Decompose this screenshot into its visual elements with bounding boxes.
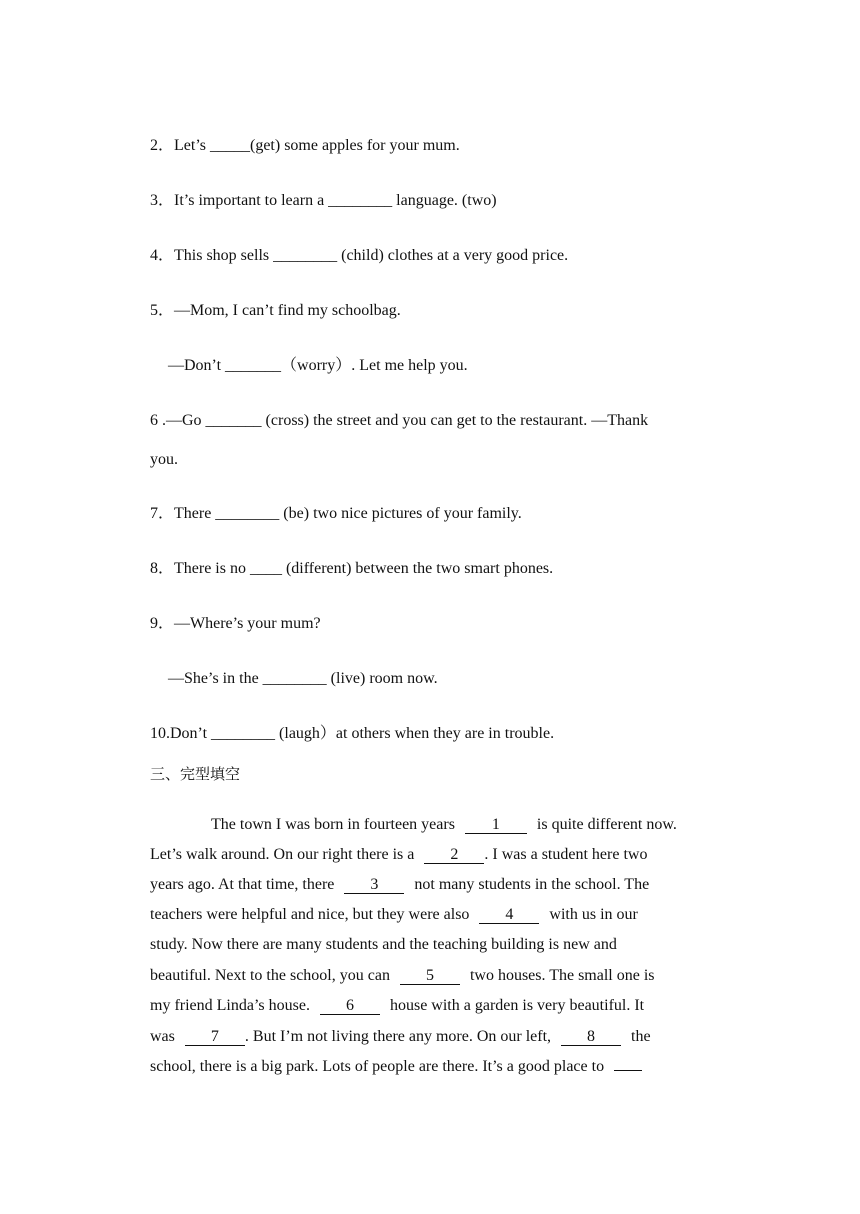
exercise-9-question: 9．—Where’s your mum? (150, 615, 321, 632)
exercise-5-question: 5．—Mom, I can’t find my schoolbag. (150, 302, 401, 319)
passage-line-2 (150, 845, 720, 865)
passage-text: was (150, 1028, 175, 1045)
blank-6: 6 (320, 998, 380, 1015)
passage-text: . I was a student here two (484, 846, 648, 863)
exercise-9-answer: —She’s in the ________ (live) room now. (168, 670, 438, 687)
passage-text: my friend Linda’s house. (150, 997, 310, 1014)
passage-text: years ago. At that time, there (150, 876, 335, 893)
exercise-2: 2．Let’s _____(get) some apples for your mum. (150, 137, 460, 154)
passage-text: beautiful. Next to the school, you can (150, 967, 390, 984)
blank-1: 1 (465, 817, 527, 834)
passage-line-3 (150, 875, 720, 895)
passage-text: The town I was born in fourteen years (211, 816, 455, 833)
passage-line-8 (150, 1027, 720, 1047)
blank-4: 4 (479, 907, 539, 924)
exercise-6-line2: you. (150, 451, 178, 468)
blank-5: 5 (400, 968, 460, 985)
passage-text: is quite different now. (536, 816, 677, 833)
passage-text: the (631, 1028, 651, 1045)
passage-text: two houses. The small one is (469, 967, 655, 984)
passage-line-5: study. Now there are many students and the teaching building is new and (150, 936, 617, 953)
section-title: 三、完型填空 (150, 765, 241, 783)
blank-8: 8 (561, 1029, 621, 1046)
passage-text: not many students in the school. The (414, 876, 650, 893)
passage-text: school, there is a big park. Lots of people are there. It’s a good place to (150, 1058, 605, 1075)
blank-2: 2 (424, 847, 484, 864)
exercise-4: 4．This shop sells ________ (child) clothes at a very good price. (150, 247, 569, 264)
exercise-8: 8．There is no ____ (different) between the two smart phones. (150, 560, 554, 577)
passage-text: . But I’m not living there any more. On our left, (244, 1028, 552, 1045)
blank-9-partial (614, 1070, 642, 1071)
passage-text: teachers were helpful and nice, but they were also (150, 906, 470, 923)
passage-line-1 (211, 815, 721, 835)
exercise-3: 3．It’s important to learn a ________ language. (two) (150, 192, 497, 209)
passage-line-9 (150, 1057, 720, 1077)
passage-line-6 (150, 966, 720, 986)
exercise-10: 10.Don’t ________ (laugh）at others when they are in trouble. (150, 725, 555, 742)
exercise-6-line1: 6 .—Go _______ (cross) the street and you can get to the restaurant. —Thank (150, 412, 649, 429)
passage-line-7 (150, 996, 720, 1016)
exercise-5-answer: —Don’t _______（worry）. Let me help you. (168, 357, 468, 374)
blank-3: 3 (344, 877, 404, 894)
passage-line-4 (150, 905, 720, 925)
exercise-7: 7．There ________ (be) two nice pictures of your family. (150, 505, 522, 522)
passage-text: with us in our (549, 906, 638, 923)
passage-text: house with a garden is very beautiful. It (389, 997, 645, 1014)
blank-7: 7 (185, 1029, 245, 1046)
passage-text: Let’s walk around. On our right there is a (150, 846, 415, 863)
